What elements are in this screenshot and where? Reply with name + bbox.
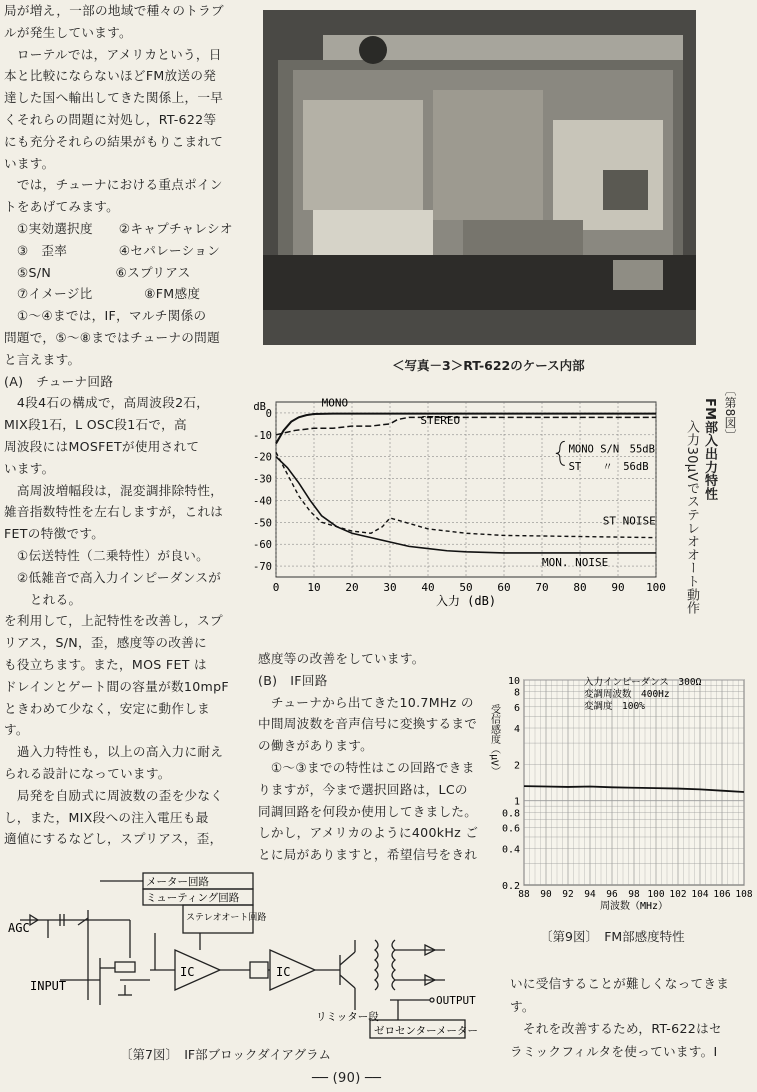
text-line: (A) チューナ回路	[4, 373, 114, 389]
text-line: ルが発生しています。	[4, 24, 132, 40]
text-line: 周波段にはMOSFETが使用されて	[4, 439, 200, 454]
text-line: す。	[510, 998, 535, 1014]
y-tick-label: -20	[253, 451, 272, 464]
x-tick-label: 0	[272, 581, 280, 594]
text-line: 本と比較にならないほどFM放送の発	[4, 68, 217, 84]
text-line: ⑦イメージ比 ⑧FM感度	[4, 286, 201, 302]
legend-mono: MONO S/N 55dB	[568, 443, 655, 456]
series-label-mono: MONO	[321, 396, 349, 410]
series-label-mon-noise: MON. NOISE	[542, 556, 609, 570]
text-line: 同調回路を何段か使用してきました。	[258, 803, 478, 819]
text-line: の働きがあります。	[258, 738, 374, 754]
y-tick-label: -30	[253, 473, 272, 486]
text-line: チューナから出てきた10.7MHz の	[258, 694, 474, 710]
x-tick-label: 60	[497, 581, 511, 594]
text-line: では，チューナにおける重点ポイン	[4, 177, 223, 193]
text-line: (B) IF回路	[258, 672, 328, 688]
text-line: ①～④までは，IF，マルチ関係の	[4, 308, 207, 324]
x-tick-label: 80	[573, 581, 587, 594]
y-tick-label: -40	[253, 495, 272, 508]
x-tick-label: 88	[518, 889, 530, 900]
x-tick-label: 102	[669, 889, 687, 900]
text-line: す。	[4, 722, 29, 738]
muting-circuit-label: ミューティング回路	[146, 892, 240, 904]
y-tick-label: -50	[253, 517, 272, 530]
stereo-auto-label: ステレオオート回路	[186, 913, 267, 923]
text-line: ③ 歪率 ④セパレーション	[4, 242, 221, 258]
x-axis-label: 入力 (dB)	[435, 594, 497, 608]
text-line: ②低雑音で高入力インピーダンスが	[4, 569, 222, 585]
fig9-caption: 〔第9図〕 FM部感度特性	[540, 929, 685, 944]
text-line: 4段4石の構成で，高周波段2石，	[4, 395, 210, 411]
text-line: ⑤S/N ⑥スプリアス	[4, 264, 191, 280]
fig8-side-number: 〔第8図〕	[723, 384, 737, 442]
x-tick-label: 98	[628, 889, 640, 900]
legend-st: ST 〃 56dB	[568, 460, 649, 473]
meter-circuit-label: メーター回路	[146, 876, 209, 888]
text-line: にも充分それらの結果がもりこまれて	[4, 133, 224, 149]
x-tick-label: 106	[713, 889, 731, 900]
y-tick-label: 10	[507, 676, 520, 687]
text-line: を利用して，上記特性を改善し，スプ	[4, 613, 223, 629]
fig7-caption: 〔第7図〕 IF部ブロックダイアグラム	[120, 1047, 331, 1062]
y-tick-label: 8	[513, 687, 520, 699]
y-tick-label: 0.6	[501, 823, 520, 835]
text-line: くそれらの問題に対処し，RT-622等	[4, 112, 217, 127]
text-line: います。	[4, 460, 55, 476]
text-line: 局が増え，一部の地域で種々のトラブ	[4, 3, 224, 18]
text-line: 適値にするなどし，スプリアス，歪，	[4, 831, 223, 847]
text-line: リアス，S/N，歪，感度等の改善に	[4, 635, 207, 651]
x-tick-label: 104	[691, 889, 709, 900]
text-line: います。	[4, 155, 55, 171]
x-tick-label: 70	[535, 581, 549, 594]
x-tick-label: 30	[383, 581, 397, 594]
limiter-label: リミッター段	[316, 1011, 379, 1023]
text-line: トをあげてみます。	[4, 199, 120, 215]
y-tick-label: 0	[265, 407, 272, 420]
fig7-block-diagram	[0, 870, 500, 1070]
chassis-photo	[263, 10, 696, 345]
fig8-io-characteristic-chart	[252, 394, 692, 614]
x-tick-label: 90	[540, 889, 552, 900]
x-tick-label: 10	[307, 581, 321, 594]
text-line: 感度等の改善をしています。	[258, 651, 425, 666]
text-line: 局発を自励式に周波数の歪を少なく	[4, 787, 224, 803]
y-tick-label: 2	[513, 760, 520, 772]
text-line: ①伝送特性（二乗特性）が良い。	[4, 548, 209, 563]
x-tick-label: 50	[459, 581, 473, 594]
text-line: いに受信することが難しくなってきま	[510, 976, 730, 991]
zero-center-meter-label: ゼロセンターメーター	[374, 1025, 479, 1037]
text-line: と言えます。	[4, 351, 81, 367]
text-line: FETの特徴です。	[4, 526, 105, 542]
text-line: 問題で，⑤～⑧まではチューナの問題	[4, 330, 220, 345]
annotation-2: 変調度 100%	[584, 701, 645, 712]
x-tick-label: 90	[611, 581, 625, 594]
text-line: し，また，MIX段への注入電圧も最	[4, 809, 209, 825]
ic2-label: IC	[276, 965, 291, 979]
photo-caption: ＜写真－3＞RT-622のケース内部	[392, 358, 585, 373]
x-tick-label: 100	[647, 889, 665, 900]
text-line: とれる。	[4, 591, 82, 607]
text-line: ときわめて少なく，安定に動作しま	[4, 700, 211, 716]
y-axis-label: dB	[253, 401, 266, 413]
annotation-1: 変調周波数 400Hz	[584, 689, 670, 700]
text-line: 雑音指数特性を左右しますが，これは	[4, 504, 224, 520]
text-line: とに局がありますと，希望信号をきれ	[258, 847, 478, 863]
text-line: 中間周波数を音声信号に変換するまで	[258, 716, 478, 732]
fig8-side-title-2: 入力30μVでステレオオート動作	[684, 420, 699, 615]
y-tick-label: 4	[513, 724, 520, 736]
y-tick-label: 1	[513, 796, 520, 808]
input-label: INPUT	[30, 979, 67, 993]
text-line: ローテルでは，アメリカという，日	[4, 46, 222, 62]
x-tick-label: 94	[584, 889, 596, 900]
x-tick-label: 96	[606, 889, 618, 900]
text-line: られる設計になっています。	[4, 766, 171, 781]
y-axis-label: 受信感度（μV）	[488, 703, 500, 777]
text-line: りますが，今まで選択回路は，LCの	[258, 781, 468, 797]
series-label-stereo: STEREO	[420, 413, 461, 427]
text-line: も役立ちます。また，MOS FET は	[4, 657, 207, 672]
text-line: それを改善するため，RT-622はセ	[510, 1021, 722, 1036]
fig9-sensitivity-chart	[480, 640, 753, 920]
y-tick-label: 0.4	[501, 844, 520, 856]
text-line: ①～③までの特性はこの回路できま	[258, 760, 475, 775]
y-tick-label: -60	[253, 539, 272, 552]
y-tick-label: -10	[253, 429, 272, 442]
annotation-0: 入力インピーダンス 300Ω	[584, 677, 702, 688]
text-line: ①実効選択度 ②キャプチャレシオ	[4, 221, 233, 236]
ic1-label: IC	[180, 965, 195, 979]
x-tick-label: 100	[646, 581, 666, 594]
x-tick-label: 40	[421, 581, 435, 594]
legend-brace	[556, 441, 565, 465]
x-axis-label: 周波数（MHz）	[599, 901, 669, 912]
y-tick-label: 0.2	[501, 881, 520, 892]
y-tick-label: -70	[253, 561, 272, 574]
x-tick-label: 92	[562, 889, 574, 900]
text-line: しかし，アメリカのように400kHz ご	[258, 825, 479, 841]
text-line: MIX段1石，L OSC段1石で，高	[4, 417, 187, 433]
x-tick-label: 20	[345, 581, 359, 594]
text-line: 過入力特性も，以上の高入力に耐え	[4, 744, 224, 760]
output-label: OUTPUT	[436, 994, 476, 1007]
y-tick-label: 6	[513, 702, 520, 714]
x-tick-label: 108	[735, 889, 753, 900]
text-line: 高周波増幅段は，混変調排除特性，	[4, 482, 224, 498]
text-line: ドレインとゲート間の容量が数10mpF	[4, 678, 229, 694]
series-label-st-noise: ST NOISE	[602, 514, 656, 528]
fig8-side-title-1: FM部入出力特性	[702, 398, 717, 501]
text-line: ラミックフィルタを使っています。I	[510, 1043, 718, 1059]
agc-label: AGC	[8, 921, 30, 935]
text-line: 達した国へ輸出してきた関係上，一早	[4, 90, 224, 106]
page-number: ── (90) ──	[312, 1071, 382, 1086]
y-tick-label: 0.8	[501, 808, 520, 820]
